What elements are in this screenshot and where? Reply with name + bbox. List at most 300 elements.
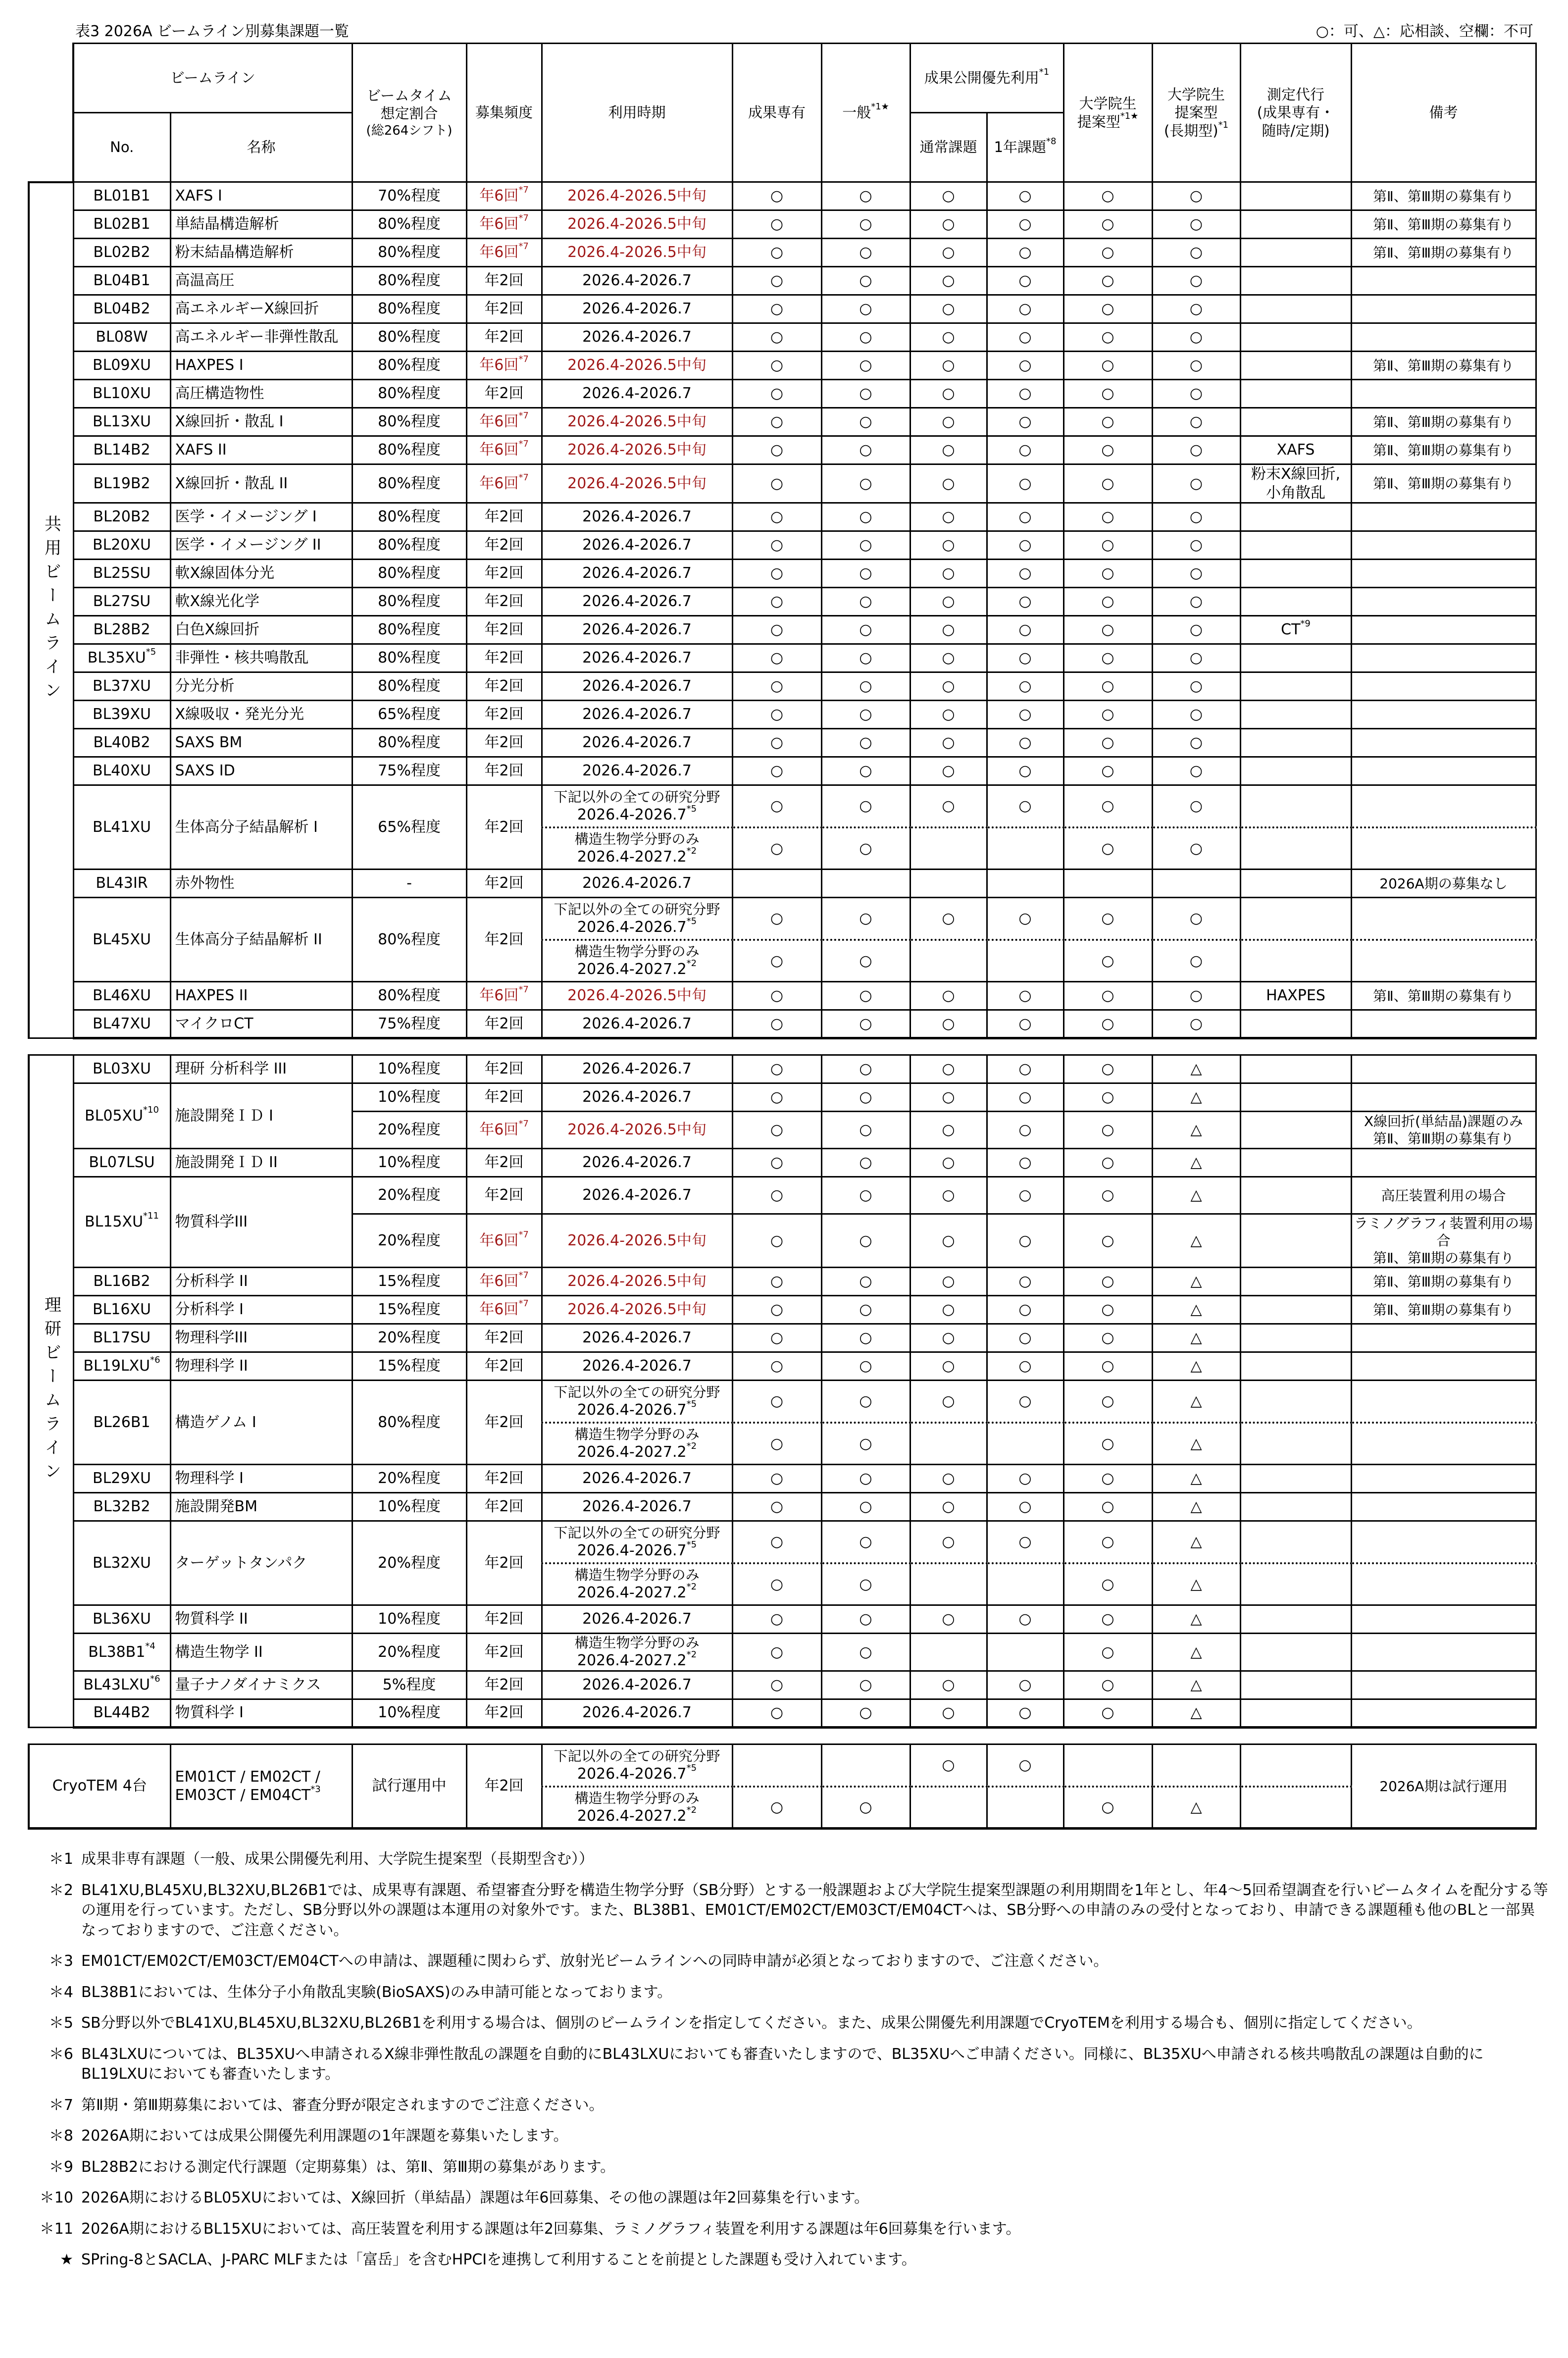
- footnote-ref: *3: [310, 1784, 321, 1794]
- footnote-key: ＊11: [39, 2220, 73, 2238]
- header-agency-line1: 測定代行: [1267, 86, 1325, 103]
- period-cell: [542, 267, 732, 295]
- availability-mark: ○: [821, 436, 910, 464]
- header-general-label: 一般: [842, 104, 871, 121]
- frequency-text: 年2回: [484, 300, 524, 318]
- footnote-text: BL41XU,BL45XU,BL32XU,BL26B1では、成果専有課題、希望審査分野を構造生物学分野（SB分野）とする一般課題および大学院生提案型課題の利用期間を1年とし、年4～5回希望調査を行いビームタイムを配分する等の運用を行っています。ただし、SB分野以外の課題は本運用の対象外です。また、BL38B1、EM01CT/EM02CT/EM03CT/EM04CTへは、SB分野への申請のみの受付となっており、申請できる課題種も他のBLと一部異なっておりますので、ご注意ください。: [81, 1881, 1548, 1939]
- remarks: [1351, 827, 1536, 870]
- availability-mark: ○: [987, 1744, 1063, 1787]
- availability-mark: ○: [987, 982, 1063, 1010]
- recruit-frequency: [466, 701, 542, 729]
- footnote-text: 2026A期におけるBL05XUにおいては、X線回折（単結晶）課題は年6回募集、その他の課題は年2回募集を行います。: [81, 2189, 869, 2206]
- beamtime-ratio: 15%程度: [352, 1352, 466, 1381]
- recruit-frequency: [466, 1465, 542, 1493]
- text-line: 第Ⅱ、第Ⅲ期の募集有り: [1372, 216, 1515, 233]
- frequency-text: 年2回: [484, 564, 524, 582]
- period-value: 2026.4-2027.2: [577, 1807, 687, 1825]
- beamtime-ratio: 80%程度: [352, 210, 466, 239]
- period-cell: [542, 1214, 732, 1268]
- frequency-text: 年2回: [484, 1643, 524, 1661]
- availability-mark: ○: [732, 1296, 821, 1324]
- availability-mark: ○: [910, 295, 987, 323]
- remarks: [1351, 1214, 1536, 1268]
- frequency-text: 年2回: [484, 1413, 524, 1431]
- footnote-key: ★: [60, 2251, 73, 2268]
- table-row: [29, 785, 1536, 827]
- availability-mark: ○: [732, 1010, 821, 1038]
- beamline-name: 量子ナノダイナミクス: [170, 1671, 352, 1699]
- frequency-text: 年2回: [484, 706, 524, 723]
- frequency-text: 年2回: [484, 508, 524, 526]
- footnote-ref: *2: [686, 1441, 697, 1451]
- table-row: [29, 1177, 1536, 1214]
- header-general: [821, 44, 910, 182]
- beamline-name: ターゲットタンパク: [170, 1521, 352, 1605]
- availability-mark: [987, 1423, 1063, 1465]
- availability-mark: ○: [1063, 1423, 1152, 1465]
- availability-mark: [987, 1563, 1063, 1605]
- availability-mark: ○: [1152, 380, 1240, 408]
- footnote-ref: *2: [686, 1582, 697, 1592]
- period-cell: [542, 616, 732, 644]
- measurement-agency: [1240, 1699, 1351, 1727]
- beamline-name: 軟X線光化学: [170, 588, 352, 616]
- header-beamline: ビームライン: [73, 44, 352, 113]
- availability-mark: ○: [910, 588, 987, 616]
- availability-mark: ○: [1063, 1493, 1152, 1521]
- footnote-item: [35, 2096, 1550, 2116]
- availability-mark: ○: [910, 672, 987, 701]
- beamline-name: 物理科学III: [170, 1324, 352, 1352]
- period-value: 2026.4-2026.7: [582, 1357, 692, 1375]
- footnote-ref: *10: [143, 1104, 159, 1115]
- table-row: [29, 1083, 1536, 1112]
- frequency-text: 年2回: [484, 593, 524, 611]
- table-row: [29, 1465, 1536, 1493]
- beamline-name: 高圧構造物性: [170, 380, 352, 408]
- header-grad-sup: *1★: [1120, 110, 1139, 121]
- beamtime-ratio: -: [352, 870, 466, 898]
- period-cell: [542, 785, 732, 827]
- availability-mark: ○: [1152, 940, 1240, 982]
- availability-mark: [910, 1423, 987, 1465]
- recruit-frequency: [466, 1296, 542, 1324]
- beamtime-ratio: 20%程度: [352, 1465, 466, 1493]
- beamline-no: [73, 323, 170, 352]
- measurement-agency: [1240, 436, 1351, 464]
- cryotem-table: [28, 1743, 1537, 1830]
- measurement-agency: [1240, 1605, 1351, 1634]
- availability-mark: ○: [821, 1177, 910, 1214]
- availability-mark: ○: [1152, 352, 1240, 380]
- period-value: 2026.4-2026.5中旬: [567, 244, 707, 261]
- table-row: [29, 1010, 1536, 1038]
- beamline-name: 高温高圧: [170, 267, 352, 295]
- availability-mark: ○: [987, 380, 1063, 408]
- beamline-no-text: BL02B1: [93, 215, 151, 233]
- measurement-agency: [1240, 940, 1351, 982]
- frequency-text: 年2回: [484, 1015, 524, 1032]
- period-cell: [542, 1177, 732, 1214]
- period-cell: [542, 1352, 732, 1381]
- measurement-agency: [1240, 644, 1351, 672]
- header-no: No.: [73, 113, 170, 182]
- beamline-no-text: BL46XU: [93, 987, 151, 1005]
- availability-mark: ○: [821, 1112, 910, 1149]
- beamline-name: 分光分析: [170, 672, 352, 701]
- availability-mark: ○: [987, 560, 1063, 588]
- beamtime-ratio: 20%程度: [352, 1112, 466, 1149]
- availability-mark: ○: [1152, 408, 1240, 436]
- recruit-frequency: [466, 1177, 542, 1214]
- header-grad-long: [1152, 44, 1240, 182]
- period-cell: [542, 870, 732, 898]
- availability-mark: ○: [987, 1177, 1063, 1214]
- remarks: [1351, 1324, 1536, 1352]
- measurement-agency: [1240, 870, 1351, 898]
- availability-mark: ○: [1063, 531, 1152, 560]
- table-row: [29, 1493, 1536, 1521]
- beamline-name: 医学・イメージング II: [170, 531, 352, 560]
- table-row: [29, 1521, 1536, 1563]
- availability-mark: [821, 1744, 910, 1787]
- remarks: [1351, 323, 1536, 352]
- availability-mark: ○: [910, 352, 987, 380]
- beamline-no-text: BL44B2: [93, 1704, 151, 1722]
- availability-mark: △: [1152, 1381, 1240, 1423]
- availability-mark: △: [1152, 1493, 1240, 1521]
- footnote-text: 2026A期におけるBL15XUにおいては、高圧装置を利用する課題は年2回募集、ラミノグラフィ装置を利用する課題は年6回募集を行います。: [81, 2220, 1021, 2238]
- measurement-agency: [1240, 672, 1351, 701]
- beamline-name: XAFS II: [170, 436, 352, 464]
- beamline-no: [73, 1177, 170, 1268]
- availability-mark: ○: [821, 1521, 910, 1563]
- period-cell: [542, 436, 732, 464]
- table-row: [29, 239, 1536, 267]
- text-line: EM03CT / EM04CT: [175, 1787, 311, 1804]
- group-label: 共用ビームライン: [29, 182, 73, 1038]
- beamtime-ratio: 20%程度: [352, 1324, 466, 1352]
- availability-mark: [910, 1563, 987, 1605]
- availability-mark: ○: [732, 323, 821, 352]
- availability-mark: ○: [821, 1268, 910, 1296]
- beamline-no: [73, 785, 170, 870]
- period-cell: [542, 182, 732, 210]
- availability-mark: ○: [821, 239, 910, 267]
- period-cell: [542, 1521, 732, 1563]
- recruit-frequency: [466, 1493, 542, 1521]
- cryotem-label: CryoTEM 4台: [29, 1744, 170, 1829]
- beamline-name: X線吸収・発光分光: [170, 701, 352, 729]
- period-value: 2026.4-2026.7: [582, 1015, 692, 1032]
- availability-mark: ○: [910, 380, 987, 408]
- text-line: HAXPES: [1266, 987, 1325, 1005]
- beamline-no: [73, 531, 170, 560]
- beamtime-ratio: 10%程度: [352, 1605, 466, 1634]
- beamtime-ratio: 80%程度: [352, 644, 466, 672]
- period-value: 2026.4-2026.7: [582, 536, 692, 554]
- measurement-agency: [1240, 1787, 1351, 1829]
- footnote-ref: *7: [518, 1119, 529, 1129]
- beamline-name: HAXPES I: [170, 352, 352, 380]
- frequency-text: 年2回: [484, 734, 524, 752]
- availability-mark: ○: [1063, 239, 1152, 267]
- period-value: 2026.4-2027.2: [577, 1443, 687, 1461]
- measurement-agency: [1240, 1634, 1351, 1671]
- period-value: 2026.4-2026.5中旬: [567, 441, 707, 459]
- beamline-no-text: BL14B2: [93, 441, 151, 459]
- availability-mark: △: [1152, 1149, 1240, 1177]
- remarks: [1351, 436, 1536, 464]
- recruit-frequency: 年2回: [466, 1744, 542, 1829]
- header-oneyear-sup: *8: [1046, 136, 1057, 147]
- header-gradlong-line3: (長期型): [1163, 122, 1218, 139]
- availability-mark: ○: [732, 1352, 821, 1381]
- remarks: [1351, 380, 1536, 408]
- period-value: 2026.4-2026.7: [582, 272, 692, 290]
- table-row: [29, 644, 1536, 672]
- availability-mark: ○: [910, 531, 987, 560]
- availability-mark: ○: [732, 267, 821, 295]
- availability-mark: ○: [1152, 295, 1240, 323]
- remarks: [1351, 1055, 1536, 1083]
- availability-mark: ○: [910, 1112, 987, 1149]
- beamline-no: [73, 1149, 170, 1177]
- availability-mark: ○: [1152, 672, 1240, 701]
- period-field-note: 構造生物学分野のみ: [574, 943, 700, 960]
- period-cell: [542, 982, 732, 1010]
- measurement-agency: [1240, 1563, 1351, 1605]
- measurement-agency: [1240, 1149, 1351, 1177]
- availability-mark: ○: [1063, 1010, 1152, 1038]
- beamline-name: 物質科学 II: [170, 1605, 352, 1634]
- availability-mark: ○: [821, 408, 910, 436]
- measurement-agency: [1240, 1423, 1351, 1465]
- table-row: [29, 1381, 1536, 1423]
- footnote-ref: *7: [518, 1270, 529, 1281]
- availability-mark: ○: [987, 464, 1063, 503]
- footnote-text: BL38B1においては、生体分子小角散乱実験(BioSAXS)のみ申請可能となっております。: [81, 1983, 672, 2001]
- remarks: [1351, 785, 1536, 827]
- availability-mark: △: [1152, 1177, 1240, 1214]
- availability-mark: ○: [1152, 267, 1240, 295]
- recruit-frequency: [466, 898, 542, 982]
- beamline-name: SAXS BM: [170, 729, 352, 757]
- recruit-frequency: [466, 870, 542, 898]
- beamtime-ratio: 10%程度: [352, 1149, 466, 1177]
- beamline-no: [73, 1671, 170, 1699]
- availability-mark: ○: [821, 982, 910, 1010]
- availability-mark: ○: [910, 898, 987, 940]
- period-field-note: 構造生物学分野のみ: [574, 1635, 700, 1651]
- availability-mark: ○: [910, 503, 987, 531]
- availability-mark: ○: [732, 182, 821, 210]
- availability-mark: [910, 940, 987, 982]
- beamtime-ratio: 80%程度: [352, 352, 466, 380]
- period-cell: [542, 1465, 732, 1493]
- availability-mark: ○: [821, 1324, 910, 1352]
- availability-mark: △: [1152, 1634, 1240, 1671]
- availability-mark: [910, 1787, 987, 1829]
- beamtime-ratio: 20%程度: [352, 1521, 466, 1605]
- beamline-no: [73, 436, 170, 464]
- beamline-no: [73, 503, 170, 531]
- footnote-key: ＊5: [49, 2014, 73, 2032]
- availability-mark: ○: [910, 1055, 987, 1083]
- availability-mark: ○: [987, 1149, 1063, 1177]
- beamline-no: [73, 1493, 170, 1521]
- measurement-agency: [1240, 408, 1351, 436]
- availability-mark: [910, 827, 987, 870]
- availability-mark: ○: [910, 785, 987, 827]
- availability-mark: ○: [987, 1083, 1063, 1112]
- beamline-no: [73, 1324, 170, 1352]
- availability-mark: ○: [732, 1634, 821, 1671]
- beamline-name: 軟X線固体分光: [170, 560, 352, 588]
- recruit-frequency: [466, 182, 542, 210]
- remarks: [1351, 898, 1536, 940]
- beamline-no: [73, 464, 170, 503]
- availability-mark: ○: [821, 940, 910, 982]
- text-line: ラミノグラフィ装置利用の場合: [1354, 1215, 1533, 1249]
- availability-mark: ○: [732, 757, 821, 785]
- remarks: [1351, 1563, 1536, 1605]
- availability-mark: ○: [1063, 1787, 1152, 1829]
- beamline-no-text: BL13XU: [93, 413, 151, 431]
- period-cell: [542, 503, 732, 531]
- measurement-agency: [1240, 1055, 1351, 1083]
- availability-mark: ○: [987, 531, 1063, 560]
- beamline-no: [73, 644, 170, 672]
- frequency-text: 年6回: [479, 187, 519, 205]
- recruit-frequency: [466, 1381, 542, 1465]
- availability-mark: ○: [1152, 1010, 1240, 1038]
- period-cell: [542, 1324, 732, 1352]
- availability-mark: ○: [732, 982, 821, 1010]
- remarks: [1351, 408, 1536, 436]
- availability-mark: ○: [910, 267, 987, 295]
- beamline-name: 物理科学 I: [170, 1465, 352, 1493]
- remarks: [1351, 1699, 1536, 1727]
- beamline-name: 施設開発ＩＤ II: [170, 1149, 352, 1177]
- availability-mark: ○: [821, 323, 910, 352]
- header-period: 利用時期: [542, 44, 732, 182]
- beamtime-ratio: 20%程度: [352, 1177, 466, 1214]
- footnote-item: [35, 2126, 1550, 2147]
- beamline-name: SAXS ID: [170, 757, 352, 785]
- availability-mark: ○: [910, 1177, 987, 1214]
- availability-mark: ○: [732, 503, 821, 531]
- availability-mark: ○: [987, 1268, 1063, 1296]
- frequency-text: 年2回: [484, 1186, 524, 1204]
- table-row: [29, 531, 1536, 560]
- period-cell: [542, 1112, 732, 1149]
- availability-mark: ○: [987, 503, 1063, 531]
- recruit-frequency: [466, 464, 542, 503]
- availability-mark: ○: [1063, 323, 1152, 352]
- table-row: [29, 588, 1536, 616]
- remarks: [1351, 982, 1536, 1010]
- beamline-name: HAXPES II: [170, 982, 352, 1010]
- availability-mark: ○: [987, 1055, 1063, 1083]
- beamline-no: [73, 588, 170, 616]
- recruit-frequency: [466, 352, 542, 380]
- footnote-ref: *7: [518, 354, 529, 365]
- measurement-agency: [1240, 1521, 1351, 1563]
- availability-mark: ○: [732, 1381, 821, 1423]
- beamtime-ratio: 80%程度: [352, 239, 466, 267]
- beamline-name: 構造生物学 II: [170, 1634, 352, 1671]
- beamline-no: [73, 729, 170, 757]
- footnote-ref: *7: [518, 185, 529, 196]
- beamline-no: [73, 982, 170, 1010]
- availability-mark: ○: [987, 588, 1063, 616]
- beamtime-ratio: 80%程度: [352, 267, 466, 295]
- availability-mark: △: [1152, 1352, 1240, 1381]
- cryotem-name: [170, 1744, 352, 1829]
- availability-mark: △: [1152, 1699, 1240, 1727]
- availability-mark: ○: [910, 436, 987, 464]
- beamtime-ratio: 80%程度: [352, 323, 466, 352]
- text-line: 第Ⅱ、第Ⅲ期の募集有り: [1372, 188, 1515, 205]
- beamline-no: [73, 1381, 170, 1465]
- measurement-agency: [1240, 531, 1351, 560]
- beamline-no: [73, 1296, 170, 1324]
- footnote-text: BL28B2における測定代行課題（定期募集）は、第Ⅱ、第Ⅲ期の募集があります。: [81, 2158, 615, 2176]
- recruit-frequency: [466, 267, 542, 295]
- recruit-frequency: [466, 1112, 542, 1149]
- period-cell: [542, 757, 732, 785]
- frequency-text: 年2回: [484, 818, 524, 836]
- beamline-no-text: BL45XU: [93, 930, 151, 948]
- availability-mark: ○: [732, 436, 821, 464]
- beamtime-ratio: 20%程度: [352, 1214, 466, 1268]
- availability-mark: ○: [987, 1381, 1063, 1423]
- beamline-no: [73, 1634, 170, 1671]
- beamline-no: [73, 1010, 170, 1038]
- beamline-no-text: BL27SU: [93, 593, 151, 611]
- beamtime-ratio: 10%程度: [352, 1083, 466, 1112]
- availability-mark: [987, 940, 1063, 982]
- table-row: [29, 757, 1536, 785]
- frequency-text: 年2回: [484, 536, 524, 554]
- header-oneyear-label: 1年課題: [994, 139, 1047, 156]
- footnote-key: ＊2: [49, 1881, 73, 1899]
- availability-mark: ○: [1063, 588, 1152, 616]
- table-row: [29, 898, 1536, 940]
- beamtime-ratio: 5%程度: [352, 1671, 466, 1699]
- remarks: [1351, 1521, 1536, 1563]
- availability-mark: ○: [821, 1149, 910, 1177]
- remarks: [1351, 1177, 1536, 1214]
- beamtime-ratio: 15%程度: [352, 1268, 466, 1296]
- availability-mark: ○: [732, 210, 821, 239]
- footnote-key: ＊7: [49, 2096, 73, 2114]
- period-cell: [542, 531, 732, 560]
- period-value: 2026.4-2026.5中旬: [567, 357, 707, 374]
- text-line: 粉末X線回折,: [1251, 465, 1341, 483]
- period-value: 2026.4-2026.7: [582, 1186, 692, 1204]
- availability-mark: △: [1152, 1324, 1240, 1352]
- beamline-no-text: BL20XU: [93, 536, 151, 554]
- measurement-agency: [1240, 729, 1351, 757]
- beamline-no: [73, 1268, 170, 1296]
- measurement-agency: [1240, 352, 1351, 380]
- beamline-no: [73, 182, 170, 210]
- header-grad-line2: 提案型: [1077, 113, 1120, 130]
- period-value: 2026.4-2026.7: [582, 649, 692, 667]
- table-row: [29, 870, 1536, 898]
